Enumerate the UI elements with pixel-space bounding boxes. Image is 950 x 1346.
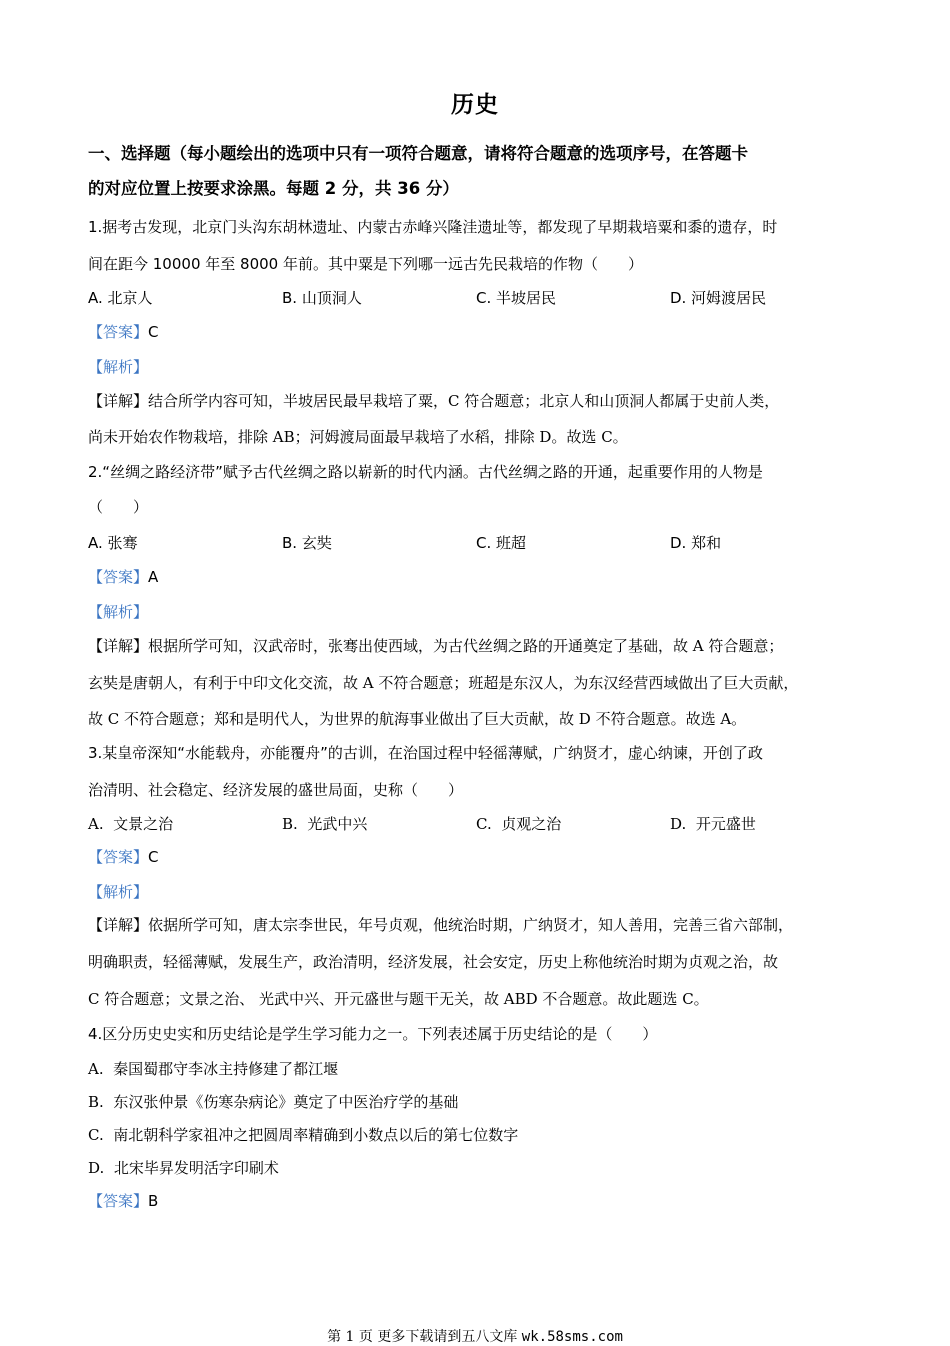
- question-3-analysis-label: 【解析】: [88, 883, 149, 901]
- question-1-answer: 【答案】C: [88, 323, 159, 341]
- option-b: B. 光武中兴: [282, 815, 368, 833]
- page-number: 第 1 页: [327, 1329, 373, 1345]
- option-a: A. 张骞: [88, 534, 138, 552]
- option-b: B. 山顶洞人: [282, 289, 362, 307]
- question-2-detail-line-1: 【详解】根据所学可知，汉武帝时，张骞出使西域，为古代丝绸之路的开通奠定了基础，故 A 符合题意；: [88, 637, 784, 655]
- section-heading-line-1: 一、选择题（每小题绘出的选项中只有一项符合题意，请将符合题意的选项序号，在答题卡: [88, 144, 748, 163]
- question-2-detail-line-2: 玄奘是唐朝人，有利于中印文化交流，故 A 不符合题意；班超是东汉人，为东汉经营西域做出了巨大贡献，: [88, 674, 799, 692]
- question-4-answer: 【答案】B: [88, 1192, 159, 1210]
- section-heading: [88, 136, 878, 206]
- page-title: 历史: [451, 92, 499, 118]
- question-1-detail-line-1: 【详解】结合所学内容可知，半坡居民最早栽培了粟，C 符合题意；北京人和山顶洞人都属于史前人类，: [88, 392, 780, 410]
- question-3-detail-line-3: C 符合题意；文景之治、 光武中兴、开元盛世与题干无关，故 ABD 不合题意。故此题选 C。: [88, 990, 709, 1008]
- option-d: D. 河姆渡居民: [670, 289, 767, 307]
- option-d: D. 开元盛世: [670, 815, 756, 833]
- question-2-stem-line-1: 2.“丝绸之路经济带”赋予古代丝绸之路以崭新的时代内涵。古代丝绸之路的开通，起重要作用的人物是: [88, 463, 763, 481]
- page-footer: [0, 1326, 950, 1346]
- question-3-detail-line-1: 【详解】依据所学可知，唐太宗李世民，年号贞观，他统治时期，广纳贤才，知人善用，完善三省六部制，: [88, 916, 794, 934]
- footer-text: 更多下载请到五八文库: [372, 1329, 522, 1345]
- question-1-stem-line-2: 间在距今 10000 年至 8000 年前。其中粟是下列哪一远古先民栽培的作物（ ）: [88, 255, 643, 273]
- section-heading-line-2: 的对应位置上按要求涂黑。每题 2 分，共 36 分）: [88, 179, 459, 198]
- question-4-option-b: B. 东汉张仲景《伤寒杂病论》奠定了中医治疗学的基础: [88, 1093, 459, 1111]
- option-c: C. 贞观之治: [476, 815, 562, 833]
- question-1-stem-line-1: 1.据考古发现，北京门头沟东胡林遗址、内蒙古赤峰兴隆洼遗址等，都发现了早期栽培粟和黍的遗存，时: [88, 218, 778, 236]
- footer-link[interactable]: wk.58sms.com: [521, 1329, 623, 1345]
- option-c: C. 半坡居民: [476, 289, 557, 307]
- question-2-analysis-label: 【解析】: [88, 603, 149, 621]
- question-4-option-c: C. 南北朝科学家祖冲之把圆周率精确到小数点以后的第七位数字: [88, 1126, 519, 1144]
- question-1-detail-line-2: 尚未开始农作物栽培，排除 AB；河姆渡局面最早栽培了水稻，排除 D。故选 C。: [88, 428, 628, 446]
- option-a: A. 北京人: [88, 289, 153, 307]
- option-c: C. 班超: [476, 534, 527, 552]
- option-d: D. 郑和: [670, 534, 722, 552]
- question-2-stem-line-2: （ ）: [88, 498, 149, 516]
- question-4-stem: 4.区分历史史实和历史结论是学生学习能力之一。下列表述属于历史结论的是（ ）: [88, 1025, 658, 1043]
- option-a: A. 文景之治: [88, 815, 174, 833]
- question-1-analysis-label: 【解析】: [88, 358, 149, 376]
- question-3-stem-line-2: 治清明、社会稳定、经济发展的盛世局面，史称（ ）: [88, 781, 464, 799]
- option-b: B. 玄奘: [282, 534, 332, 552]
- question-3-stem-line-1: 3.某皇帝深知“水能载舟，亦能覆舟”的古训，在治国过程中轻徭薄赋，广纳贤才，虚心纳谏，开创了政: [88, 744, 763, 762]
- question-4-option-a: A. 秦国蜀郡守李冰主持修建了都江堰: [88, 1060, 339, 1078]
- question-4-option-d: D. 北宋毕昇发明活字印刷术: [88, 1159, 279, 1177]
- question-3-answer: 【答案】C: [88, 848, 159, 866]
- question-2-detail-line-3: 故 C 不符合题意；郑和是明代人，为世界的航海事业做出了巨大贡献，故 D 不符合题意。故选 A。: [88, 710, 747, 728]
- question-3-detail-line-2: 明确职责，轻徭薄赋，发展生产，政治清明，经济发展，社会安定，历史上称他统治时期为贞观之治，故: [88, 953, 779, 971]
- question-2-answer: 【答案】A: [88, 568, 159, 586]
